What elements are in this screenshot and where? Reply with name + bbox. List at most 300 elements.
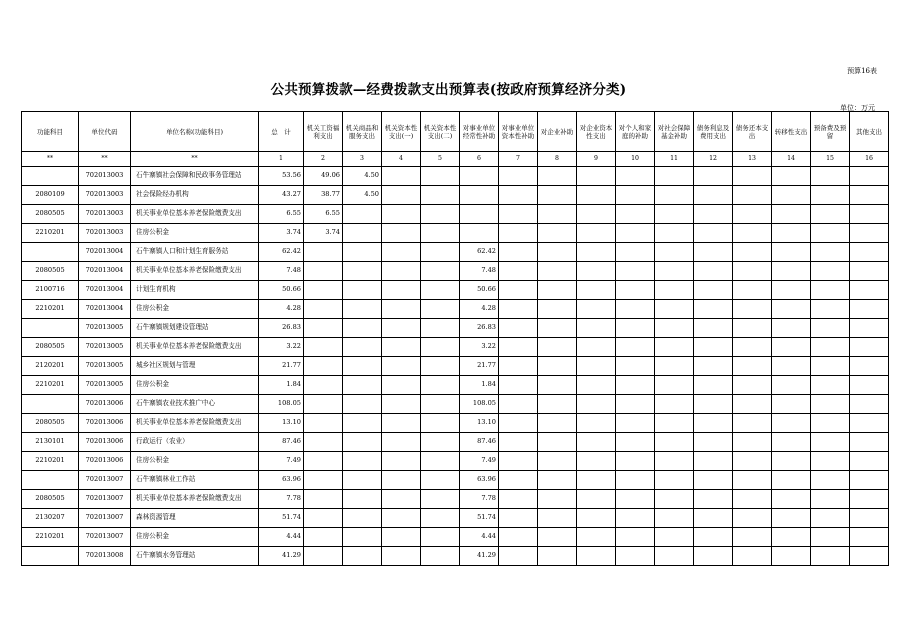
amount-cell: [382, 243, 421, 262]
amount-cell: [421, 300, 460, 319]
amount-cell: [499, 281, 538, 300]
amount-cell: [733, 319, 772, 338]
amount-cell: [616, 509, 655, 528]
amount-cell: [616, 281, 655, 300]
amount-cell: [733, 243, 772, 262]
table-row: [22, 414, 889, 433]
amount-cell: [772, 300, 811, 319]
column-index: 7: [499, 152, 538, 167]
column-index: **: [22, 152, 79, 167]
table-row: [22, 547, 889, 566]
amount-cell: [538, 395, 577, 414]
amount-cell: [499, 224, 538, 243]
amount-cell: [811, 452, 850, 471]
amount-cell: 4.28: [460, 300, 499, 319]
amount-cell: [577, 414, 616, 433]
amount-cell: [577, 452, 616, 471]
unit-code-cell: 702013005: [79, 338, 131, 357]
amount-cell: [304, 319, 343, 338]
amount-cell: [382, 490, 421, 509]
amount-cell: [616, 490, 655, 509]
amount-cell: [772, 167, 811, 186]
amount-cell: [421, 414, 460, 433]
amount-cell: [499, 414, 538, 433]
amount-cell: [499, 357, 538, 376]
amount-cell: [655, 452, 694, 471]
unit-name-cell: 住房公积金: [131, 224, 259, 243]
function-code-cell: [22, 395, 79, 414]
amount-cell: [577, 433, 616, 452]
amount-cell: [304, 471, 343, 490]
amount-cell: 26.83: [259, 319, 304, 338]
column-header: 机关商品和服务支出: [343, 112, 382, 152]
amount-cell: 50.66: [259, 281, 304, 300]
unit-name-cell: 城乡社区规划与管理: [131, 357, 259, 376]
unit-label: 单位：万元: [840, 104, 875, 112]
amount-cell: [304, 433, 343, 452]
amount-cell: 3.22: [460, 338, 499, 357]
amount-cell: [733, 262, 772, 281]
amount-cell: [304, 395, 343, 414]
amount-cell: [811, 471, 850, 490]
table-row: [22, 471, 889, 490]
amount-cell: [343, 528, 382, 547]
amount-cell: [382, 319, 421, 338]
amount-cell: [694, 300, 733, 319]
amount-cell: [811, 357, 850, 376]
table-row: [22, 262, 889, 281]
function-code-cell: 2210201: [22, 528, 79, 547]
unit-code-cell: 702013004: [79, 281, 131, 300]
amount-cell: [538, 167, 577, 186]
amount-cell: [382, 186, 421, 205]
table-number: 预算16表: [847, 67, 877, 75]
column-index: 1: [259, 152, 304, 167]
amount-cell: 13.10: [460, 414, 499, 433]
amount-cell: 41.29: [460, 547, 499, 566]
amount-cell: [577, 376, 616, 395]
unit-name-cell: 行政运行（农业）: [131, 433, 259, 452]
amount-cell: [343, 243, 382, 262]
unit-code-cell: 702013005: [79, 357, 131, 376]
amount-cell: [772, 243, 811, 262]
amount-cell: [421, 243, 460, 262]
amount-cell: [811, 224, 850, 243]
amount-cell: [772, 281, 811, 300]
unit-name-cell: 石牛寨镇农业技术推广中心: [131, 395, 259, 414]
column-header: 对社会保障基金补助: [655, 112, 694, 152]
amount-cell: [343, 262, 382, 281]
unit-name-cell: 机关事业单位基本养老保险缴费支出: [131, 338, 259, 357]
amount-cell: [850, 262, 889, 281]
function-code-cell: 2100716: [22, 281, 79, 300]
amount-cell: 63.96: [259, 471, 304, 490]
amount-cell: [772, 414, 811, 433]
amount-cell: [694, 281, 733, 300]
amount-cell: [655, 300, 694, 319]
amount-cell: [343, 452, 382, 471]
amount-cell: [538, 281, 577, 300]
amount-cell: 3.74: [259, 224, 304, 243]
amount-cell: [382, 452, 421, 471]
amount-cell: 7.78: [460, 490, 499, 509]
amount-cell: [850, 490, 889, 509]
amount-cell: [655, 547, 694, 566]
table-row: [22, 338, 889, 357]
amount-cell: [577, 509, 616, 528]
amount-cell: [655, 243, 694, 262]
amount-cell: [850, 433, 889, 452]
amount-cell: [577, 262, 616, 281]
amount-cell: [733, 338, 772, 357]
table-row: [22, 490, 889, 509]
column-header: 债务利息及费用支出: [694, 112, 733, 152]
amount-cell: [850, 167, 889, 186]
unit-name-cell: 社会保险经办机构: [131, 186, 259, 205]
amount-cell: [382, 224, 421, 243]
amount-cell: 6.55: [304, 205, 343, 224]
unit-name-cell: 石牛寨镇林业工作站: [131, 471, 259, 490]
column-header: 对事业单位资本性补助: [499, 112, 538, 152]
unit-name-cell: 机关事业单位基本养老保险缴费支出: [131, 490, 259, 509]
amount-cell: [733, 490, 772, 509]
amount-cell: [616, 433, 655, 452]
amount-cell: [772, 547, 811, 566]
amount-cell: [655, 262, 694, 281]
amount-cell: [694, 319, 733, 338]
amount-cell: 4.44: [460, 528, 499, 547]
amount-cell: [694, 490, 733, 509]
amount-cell: 4.44: [259, 528, 304, 547]
amount-cell: [499, 262, 538, 281]
column-index: 15: [811, 152, 850, 167]
amount-cell: 43.27: [259, 186, 304, 205]
amount-cell: [811, 433, 850, 452]
amount-cell: [538, 319, 577, 338]
amount-cell: [343, 414, 382, 433]
amount-cell: [811, 395, 850, 414]
unit-code-cell: 702013007: [79, 490, 131, 509]
column-header: 机关工资福利支出: [304, 112, 343, 152]
amount-cell: 87.46: [259, 433, 304, 452]
amount-cell: [694, 357, 733, 376]
unit-code-cell: 702013004: [79, 243, 131, 262]
amount-cell: 108.05: [259, 395, 304, 414]
amount-cell: [811, 262, 850, 281]
amount-cell: 1.84: [460, 376, 499, 395]
unit-name-cell: 机关事业单位基本养老保险缴费支出: [131, 205, 259, 224]
amount-cell: [772, 338, 811, 357]
amount-cell: 41.29: [259, 547, 304, 566]
table-row: [22, 300, 889, 319]
function-code-cell: 2080109: [22, 186, 79, 205]
amount-cell: [499, 433, 538, 452]
table-row: [22, 167, 889, 186]
amount-cell: [343, 357, 382, 376]
column-header: 对个人和家庭的补助: [616, 112, 655, 152]
amount-cell: 7.48: [460, 262, 499, 281]
amount-cell: [811, 528, 850, 547]
amount-cell: [421, 490, 460, 509]
amount-cell: [538, 452, 577, 471]
function-code-cell: 2210201: [22, 452, 79, 471]
amount-cell: [772, 395, 811, 414]
amount-cell: [499, 490, 538, 509]
table-row: [22, 433, 889, 452]
amount-cell: [616, 471, 655, 490]
amount-cell: [304, 262, 343, 281]
unit-code-cell: 702013006: [79, 414, 131, 433]
function-code-cell: 2080505: [22, 205, 79, 224]
function-code-cell: 2210201: [22, 224, 79, 243]
amount-cell: [460, 167, 499, 186]
unit-code-cell: 702013005: [79, 376, 131, 395]
unit-name-cell: 石牛寨镇规划建设管理站: [131, 319, 259, 338]
amount-cell: [499, 528, 538, 547]
table-row: [22, 376, 889, 395]
amount-cell: 21.77: [259, 357, 304, 376]
amount-cell: [538, 186, 577, 205]
amount-cell: [850, 243, 889, 262]
amount-cell: [655, 167, 694, 186]
amount-cell: [733, 300, 772, 319]
amount-cell: [733, 452, 772, 471]
amount-cell: [655, 490, 694, 509]
unit-name-cell: 机关事业单位基本养老保险缴费支出: [131, 414, 259, 433]
amount-cell: 63.96: [460, 471, 499, 490]
amount-cell: 51.74: [460, 509, 499, 528]
amount-cell: [421, 452, 460, 471]
column-header: 预备费及预留: [811, 112, 850, 152]
amount-cell: [811, 376, 850, 395]
amount-cell: [694, 528, 733, 547]
amount-cell: [499, 452, 538, 471]
amount-cell: [304, 243, 343, 262]
function-code-cell: 2210201: [22, 376, 79, 395]
amount-cell: [421, 319, 460, 338]
amount-cell: [577, 528, 616, 547]
amount-cell: [382, 509, 421, 528]
column-index: 4: [382, 152, 421, 167]
unit-code-cell: 702013006: [79, 452, 131, 471]
amount-cell: 62.42: [259, 243, 304, 262]
amount-cell: [655, 357, 694, 376]
amount-cell: [811, 281, 850, 300]
unit-name-cell: 计划生育机构: [131, 281, 259, 300]
amount-cell: [733, 167, 772, 186]
amount-cell: [421, 186, 460, 205]
amount-cell: [538, 300, 577, 319]
amount-cell: [343, 300, 382, 319]
amount-cell: [772, 471, 811, 490]
unit-code-cell: 702013003: [79, 186, 131, 205]
amount-cell: 1.84: [259, 376, 304, 395]
column-header: 总 计: [259, 112, 304, 152]
amount-cell: 7.78: [259, 490, 304, 509]
page-title: 公共预算拨款—经费拨款支出预算表(按政府预算经济分类): [270, 82, 627, 98]
amount-cell: [850, 509, 889, 528]
amount-cell: [343, 376, 382, 395]
amount-cell: [304, 452, 343, 471]
amount-cell: [694, 414, 733, 433]
amount-cell: [499, 547, 538, 566]
amount-cell: 62.42: [460, 243, 499, 262]
amount-cell: [382, 205, 421, 224]
amount-cell: [538, 357, 577, 376]
amount-cell: [655, 205, 694, 224]
amount-cell: [343, 471, 382, 490]
amount-cell: [694, 186, 733, 205]
unit-name-cell: 石牛寨镇社会保障和民政事务管理站: [131, 167, 259, 186]
amount-cell: [616, 528, 655, 547]
table-row: [22, 281, 889, 300]
amount-cell: [499, 395, 538, 414]
table-row: [22, 243, 889, 262]
column-header: 对企业补助: [538, 112, 577, 152]
amount-cell: [733, 414, 772, 433]
amount-cell: [421, 167, 460, 186]
table-row: [22, 452, 889, 471]
amount-cell: [694, 376, 733, 395]
amount-cell: 7.48: [259, 262, 304, 281]
function-code-cell: 2130101: [22, 433, 79, 452]
unit-code-cell: 702013008: [79, 547, 131, 566]
amount-cell: [499, 186, 538, 205]
table-row: [22, 395, 889, 414]
table-row: [22, 186, 889, 205]
function-code-cell: 2120201: [22, 357, 79, 376]
unit-name-cell: 机关事业单位基本养老保险缴费支出: [131, 262, 259, 281]
amount-cell: [382, 376, 421, 395]
amount-cell: [850, 471, 889, 490]
unit-name-cell: 石牛寨镇人口和计划生育服务站: [131, 243, 259, 262]
amount-cell: [499, 338, 538, 357]
amount-cell: [655, 319, 694, 338]
amount-cell: [733, 433, 772, 452]
column-header: 单位代码: [79, 112, 131, 152]
amount-cell: [694, 243, 733, 262]
amount-cell: [382, 167, 421, 186]
column-index: 12: [694, 152, 733, 167]
amount-cell: [382, 395, 421, 414]
amount-cell: [733, 528, 772, 547]
amount-cell: [655, 528, 694, 547]
amount-cell: [343, 433, 382, 452]
amount-cell: [616, 205, 655, 224]
amount-cell: [421, 338, 460, 357]
amount-cell: [616, 452, 655, 471]
amount-cell: [850, 395, 889, 414]
amount-cell: [733, 205, 772, 224]
unit-code-cell: 702013007: [79, 509, 131, 528]
column-index: 9: [577, 152, 616, 167]
amount-cell: [850, 376, 889, 395]
amount-cell: [382, 338, 421, 357]
amount-cell: [304, 357, 343, 376]
amount-cell: [343, 224, 382, 243]
amount-cell: [304, 281, 343, 300]
amount-cell: 13.10: [259, 414, 304, 433]
amount-cell: [382, 281, 421, 300]
amount-cell: [421, 376, 460, 395]
column-index: 11: [655, 152, 694, 167]
unit-code-cell: 702013003: [79, 205, 131, 224]
amount-cell: [538, 262, 577, 281]
amount-cell: 7.49: [259, 452, 304, 471]
amount-cell: [538, 528, 577, 547]
amount-cell: [811, 186, 850, 205]
amount-cell: [577, 281, 616, 300]
amount-cell: [577, 357, 616, 376]
amount-cell: [421, 471, 460, 490]
amount-cell: [304, 509, 343, 528]
amount-cell: [343, 205, 382, 224]
amount-cell: [694, 205, 733, 224]
amount-cell: [538, 224, 577, 243]
amount-cell: [304, 547, 343, 566]
unit-name-cell: 石牛寨镇水务管理站: [131, 547, 259, 566]
amount-cell: [655, 471, 694, 490]
amount-cell: [811, 205, 850, 224]
amount-cell: [577, 395, 616, 414]
function-code-cell: [22, 243, 79, 262]
amount-cell: [655, 338, 694, 357]
amount-cell: [850, 338, 889, 357]
column-index: 5: [421, 152, 460, 167]
amount-cell: [421, 357, 460, 376]
amount-cell: [304, 376, 343, 395]
amount-cell: [382, 547, 421, 566]
function-code-cell: 2210201: [22, 300, 79, 319]
amount-cell: [811, 300, 850, 319]
unit-code-cell: 702013003: [79, 167, 131, 186]
unit-name-cell: 住房公积金: [131, 376, 259, 395]
amount-cell: [538, 509, 577, 528]
amount-cell: [811, 414, 850, 433]
amount-cell: [616, 300, 655, 319]
column-index: 6: [460, 152, 499, 167]
unit-name-cell: 住房公积金: [131, 300, 259, 319]
function-code-cell: 2130207: [22, 509, 79, 528]
amount-cell: [616, 167, 655, 186]
amount-cell: [460, 186, 499, 205]
amount-cell: [811, 167, 850, 186]
amount-cell: [733, 357, 772, 376]
amount-cell: 87.46: [460, 433, 499, 452]
column-header: 机关资本性支出(二): [421, 112, 460, 152]
column-index: 13: [733, 152, 772, 167]
amount-cell: [382, 433, 421, 452]
amount-cell: [538, 376, 577, 395]
amount-cell: [343, 509, 382, 528]
amount-cell: [538, 433, 577, 452]
unit-code-cell: 702013003: [79, 224, 131, 243]
amount-cell: [382, 471, 421, 490]
amount-cell: 21.77: [460, 357, 499, 376]
amount-cell: [499, 319, 538, 338]
amount-cell: [421, 262, 460, 281]
amount-cell: [499, 167, 538, 186]
amount-cell: [733, 281, 772, 300]
amount-cell: [616, 357, 655, 376]
amount-cell: 53.56: [259, 167, 304, 186]
amount-cell: [772, 490, 811, 509]
function-code-cell: 2080505: [22, 414, 79, 433]
function-code-cell: 2080505: [22, 262, 79, 281]
amount-cell: [304, 528, 343, 547]
column-header: 功能科目: [22, 112, 79, 152]
amount-cell: [538, 414, 577, 433]
